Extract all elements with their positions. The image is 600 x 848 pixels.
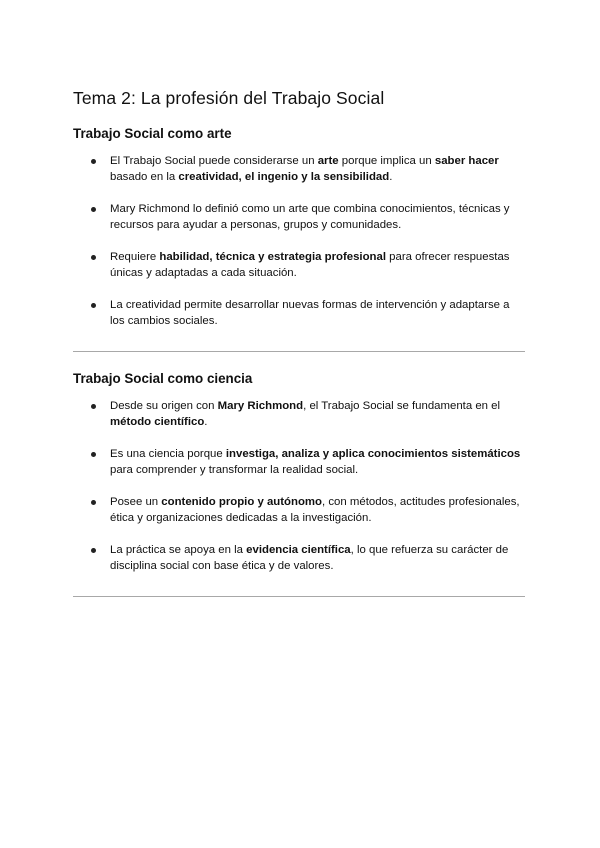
section-heading: Trabajo Social como arte bbox=[73, 126, 232, 141]
list-item: Desde su origen con Mary Richmond, el Trabajo Social se fundamenta en el método científico. bbox=[73, 398, 525, 430]
list-item: Posee un contenido propio y autónomo, con métodos, actitudes profesionales, ética y organizaciones dedicadas a la investigación. bbox=[73, 494, 525, 526]
list-item: Requiere habilidad, técnica y estrategia profesional para ofrecer respuestas únicas y adaptadas a cada situación. bbox=[73, 249, 525, 281]
list-item: La práctica se apoya en la evidencia científica, lo que refuerza su carácter de disciplina social con base ética y de valores. bbox=[73, 542, 525, 574]
list-item: Es una ciencia porque investiga, analiza y aplica conocimientos sistemáticos para comprender y transformar la realidad social. bbox=[73, 446, 525, 478]
section-ciencia bbox=[73, 371, 525, 597]
list-item: Mary Richmond lo definió como un arte que combina conocimientos, técnicas y recursos para ayudar a personas, grupos y comunidades. bbox=[73, 201, 525, 233]
list-item: La creatividad permite desarrollar nuevas formas de intervención y adaptarse a los cambios sociales. bbox=[73, 297, 525, 329]
list-item: El Trabajo Social puede considerarse un arte porque implica un saber hacer basado en la creatividad, el ingenio y la sensibilidad. bbox=[73, 153, 525, 185]
section-arte bbox=[73, 126, 525, 352]
bullet-list bbox=[73, 398, 525, 574]
bullet-list bbox=[73, 153, 525, 329]
section-divider bbox=[73, 596, 525, 597]
document-page bbox=[73, 88, 525, 597]
section-heading: Trabajo Social como ciencia bbox=[73, 371, 253, 386]
page-title: Tema 2: La profesión del Trabajo Social bbox=[73, 88, 385, 108]
section-divider bbox=[73, 351, 525, 352]
